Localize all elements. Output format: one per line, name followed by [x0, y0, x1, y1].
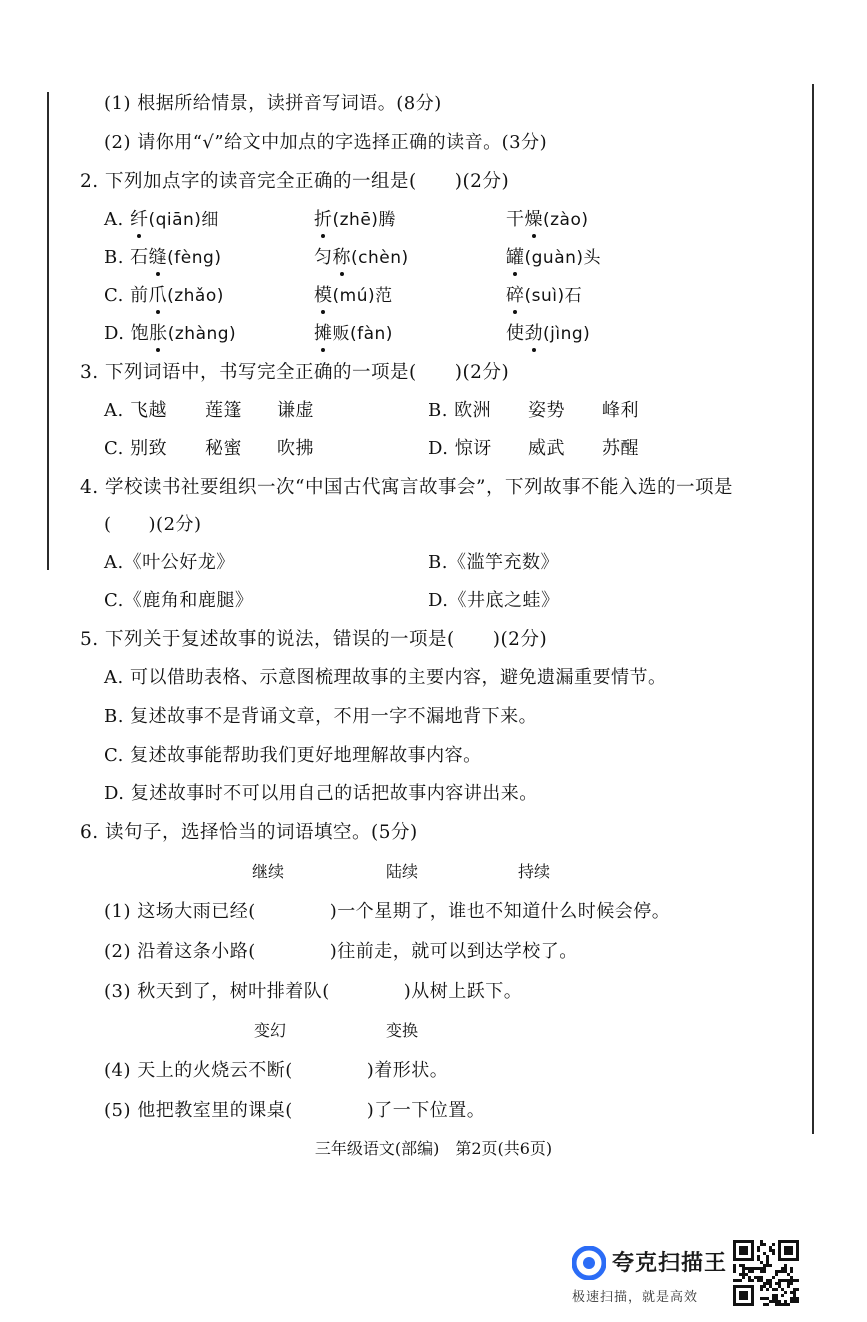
- q2-option-d-item-3: 使劲(jìng): [506, 323, 591, 344]
- scanner-slogan: 极速扫描，就是高效: [572, 1290, 699, 1305]
- scanner-logo-icon: [572, 1246, 606, 1280]
- dotted-character: 爪: [148, 285, 168, 306]
- q2-option-c-item-3: 碎(suì)石: [506, 285, 583, 306]
- q5-option-c: C. 复述故事能帮助我们更好地理解故事内容。: [104, 745, 482, 766]
- q3-option-b-1: B. 欧洲: [428, 400, 492, 421]
- q2-option-c-item-1: C. 前爪(zhǎo): [104, 285, 224, 306]
- q3-option-a-1: A. 飞越: [104, 400, 167, 421]
- q3-stem: 3. 下列词语中，书写完全正确的一项是( )(2分): [80, 362, 510, 383]
- q6-sentence-2: (2) 沿着这条小路( )往前走，就可以到达学校了。: [104, 941, 578, 962]
- q2-option-d-item-1: D. 饱胀(zhàng): [104, 323, 237, 344]
- q2-option-a-item-1: A. 纤(qiān)细: [104, 209, 219, 230]
- q2-option-b-item-3: 罐(guàn)头: [506, 247, 602, 268]
- q3-option-d-1: D. 惊讶: [428, 438, 492, 459]
- q5-option-d: D. 复述故事时不可以用自己的话把故事内容讲出来。: [104, 783, 538, 804]
- dotted-character: 罐: [506, 247, 525, 268]
- left-margin-rule: [47, 92, 49, 570]
- scanner-brand-name: 夸克扫描王: [612, 1251, 728, 1276]
- q6-word-5: 变换: [386, 1021, 419, 1040]
- q6-sentence-1: (1) 这场大雨已经( )一个星期了，谁也不知道什么时候会停。: [104, 901, 671, 922]
- q1-sub1: (1) 根据所给情景，读拼音写词语。(8分): [104, 93, 442, 114]
- scanner-watermark: [568, 1240, 867, 1310]
- q2-option-a-item-2: 折(zhē)腾: [314, 209, 396, 230]
- q6-word-1: 继续: [252, 862, 285, 881]
- q3-option-c-1: C. 别致: [104, 438, 168, 459]
- right-margin-rule: [812, 84, 814, 1134]
- q6-word-3: 持续: [518, 862, 551, 881]
- dotted-character: 纤: [129, 209, 149, 230]
- q3-option-b-3: 峰利: [602, 400, 639, 421]
- q6-sentence-3: (3) 秋天到了，树叶排着队( )从树上跃下。: [104, 981, 523, 1002]
- dotted-character: 模: [314, 285, 333, 306]
- q3-option-c-2: 秘蜜: [205, 438, 242, 459]
- q3-option-a-3: 谦虚: [277, 400, 314, 421]
- page-footer: 三年级语文(部编) 第2页(共6页): [314, 1139, 553, 1158]
- q6-stem: 6. 读句子，选择恰当的词语填空。(5分): [80, 822, 418, 843]
- q2-option-b-item-2: 匀称(chèn): [314, 247, 409, 268]
- q5-stem: 5. 下列关于复述故事的说法，错误的一项是( )(2分): [80, 629, 548, 650]
- dotted-character: 摊: [314, 323, 333, 344]
- q2-option-c-item-2: 模(mú)范: [314, 285, 393, 306]
- q6-word-4: 变幻: [254, 1021, 287, 1040]
- q3-option-b-2: 姿势: [528, 400, 565, 421]
- q2-option-a-item-3: 干燥(zào): [506, 209, 589, 230]
- q5-option-b: B. 复述故事不是背诵文章，不用一字不漏地背下来。: [104, 706, 538, 727]
- q3-option-a-2: 莲篷: [205, 400, 242, 421]
- q3-option-c-3: 吹拂: [277, 438, 314, 459]
- q4-stem-cont: ( )(2分): [104, 514, 202, 535]
- q3-option-d-3: 苏醒: [602, 438, 639, 459]
- q6-sentence-5: (5) 他把教室里的课桌( )了一下位置。: [104, 1100, 486, 1121]
- q4-option-d: D.《井底之蛙》: [428, 590, 560, 611]
- dotted-character: 胀: [149, 323, 168, 344]
- q4-option-a: A.《叶公好龙》: [104, 552, 235, 573]
- dotted-character: 称: [332, 247, 351, 268]
- dotted-character: 燥: [524, 209, 543, 230]
- q5-option-a: A. 可以借助表格、示意图梳理故事的主要内容，避免遗漏重要情节。: [104, 667, 667, 688]
- q4-option-c: C.《鹿角和鹿腿》: [104, 590, 254, 611]
- q2-stem: 2. 下列加点字的读音完全正确的一组是( )(2分): [80, 171, 510, 192]
- q2-option-d-item-2: 摊贩(fàn): [314, 323, 393, 344]
- q4-stem: 4. 学校读书社要组织一次“中国古代寓言故事会”，下列故事不能入选的一项是: [80, 477, 733, 498]
- q2-option-b-item-1: B. 石缝(fèng): [104, 247, 222, 268]
- q1-sub2: (2) 请你用“√”给文中加点的字选择正确的读音。(3分): [104, 132, 548, 153]
- dotted-character: 折: [314, 209, 333, 230]
- q6-word-2: 陆续: [386, 862, 419, 881]
- dotted-character: 缝: [148, 247, 168, 268]
- qr-code-icon: [733, 1240, 799, 1306]
- dotted-character: 劲: [524, 323, 543, 344]
- q4-option-b: B.《滥竽充数》: [428, 552, 559, 573]
- dotted-character: 碎: [506, 285, 525, 306]
- q6-sentence-4: (4) 天上的火烧云不断( )着形状。: [104, 1060, 449, 1081]
- q3-option-d-2: 威武: [528, 438, 565, 459]
